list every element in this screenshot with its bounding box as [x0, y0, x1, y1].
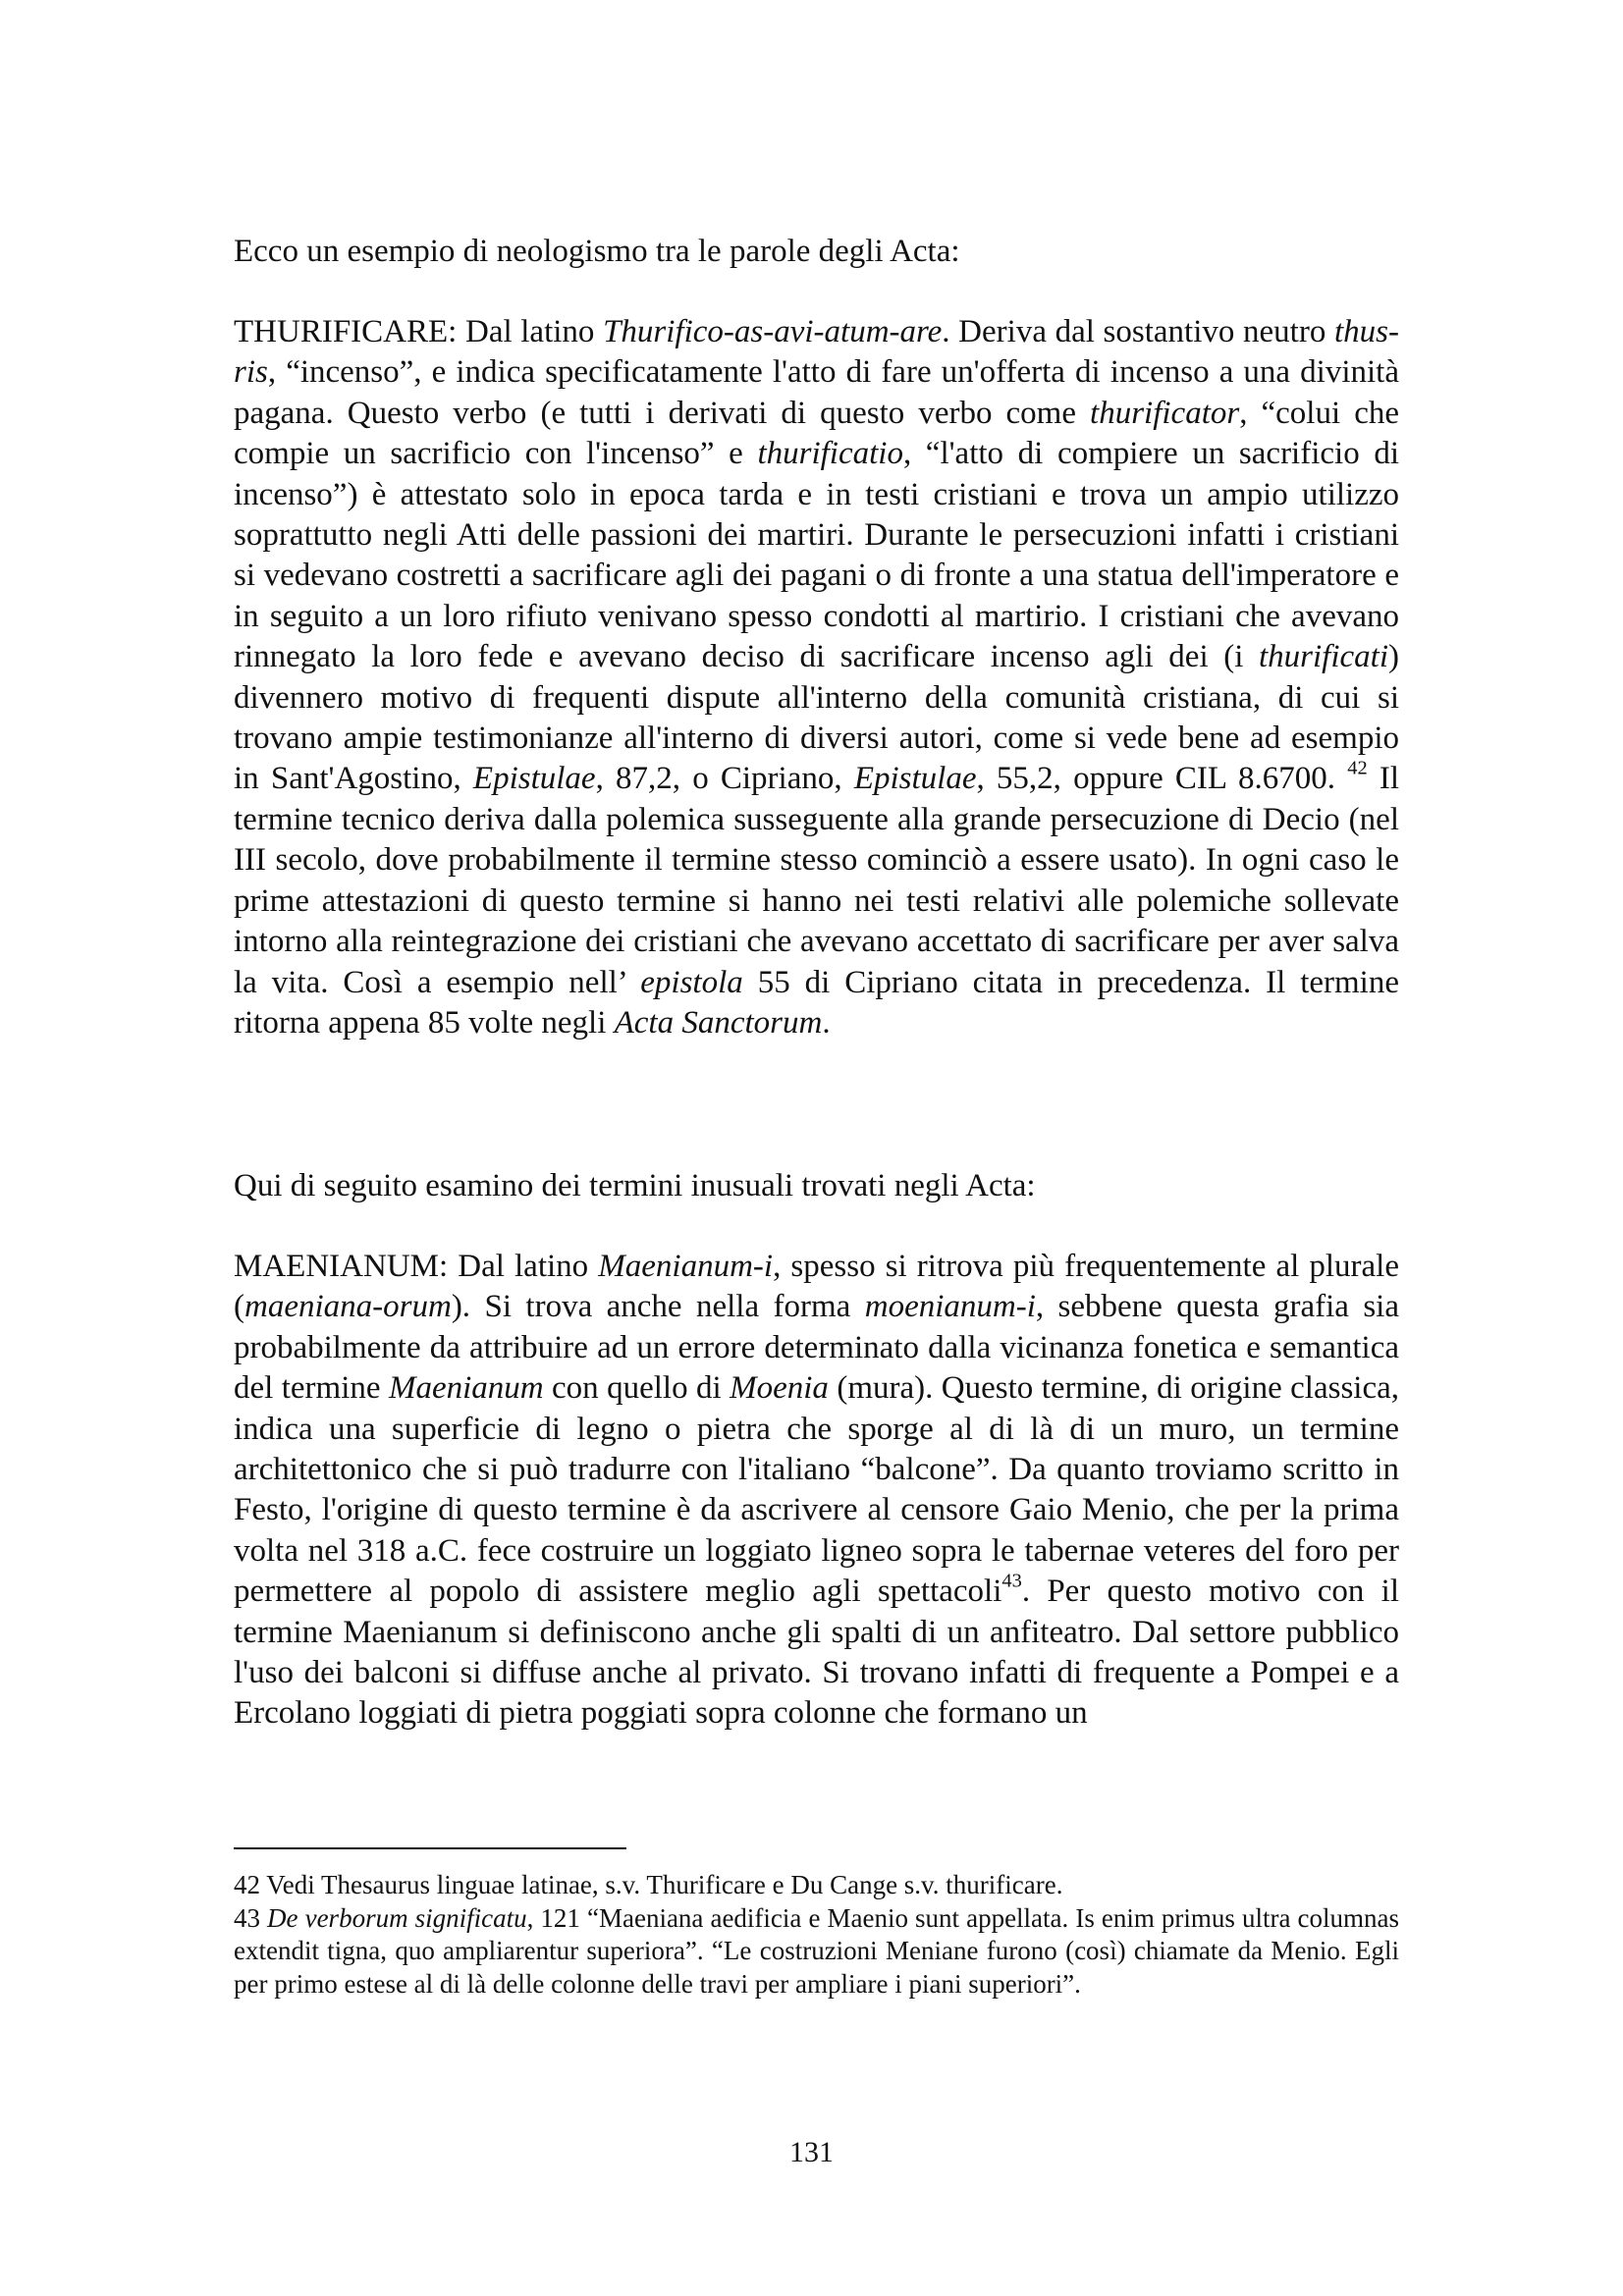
footnote-italic: De verborum significatu — [260, 1902, 527, 1933]
text-run: 55 di Cipriano citata in precedenza. Il termine ritorna appena 85 volte negli — [234, 964, 1399, 1041]
text-run: , sebbene questa grafia sia probabilmente da attribuire ad un errore determinato dalla vicinanza fonetica e semantica del termine — [234, 1289, 1399, 1407]
text-run: Dal latino — [457, 314, 604, 349]
footnote-42 — [234, 1869, 1399, 1902]
italic-run: thurificatio — [757, 436, 903, 472]
italic-run: Epistulae — [853, 761, 977, 797]
italic-run: thurificator — [1090, 395, 1240, 431]
text-run: , 87,2, o Cipriano, — [595, 761, 854, 797]
italic-run: epistola — [640, 964, 743, 1000]
italic-run: Maenianum-i — [598, 1249, 774, 1284]
entry-maenianum — [234, 1247, 1399, 1735]
text-run: , “incenso”, e indica specificatamente l'atto di fare un'offerta di incenso a una divinità pagana. Questo verbo (e tutti i derivati di questo verbo come — [234, 354, 1399, 431]
text-run: (mura). Questo termine, di origine classica, indica una superficie di legno o pietra che sporge al di là di un muro, un termine architettonico che si può tradurre con l'italiano “balcone”. Da quanto troviamo scritto in Festo, l'origine di questo termine è da ascrivere al censore Gaio Menio, che per la prima volta nel 318 a.C. fece costruire un loggiato ligneo sopra le tabernae veteres del foro per permettere al popolo di assistere meglio agli spettacoli — [234, 1370, 1399, 1610]
italic-run: Epistulae — [472, 761, 596, 797]
italic-run: maeniana-orum — [244, 1289, 452, 1325]
text-run: , “l'atto di compiere un sacrificio di incenso”) è attestato solo in epoca tarda e in testi cristiani e trova un ampio utilizzo soprattutto negli Atti delle passioni dei martiri. Durante le persecuzioni infatti i cristiani si vedevano costretti a sacrificare agli dei pagani o di fronte a una statua dell'imperatore e in seguito a un loro rifiuto venivano spesso condotti al martirio. I cristiani che avevano rinnegato la loro fede e avevano deciso di sacrificare incenso agli dei (i — [234, 436, 1399, 675]
text-run: , spesso si ritrova più frequentemente al plurale ( — [234, 1249, 1399, 1325]
footnotes — [234, 1869, 1399, 2001]
italic-run: Maenianum — [388, 1370, 544, 1407]
footnote-number: 43 — [234, 1902, 260, 1933]
text-run: con quello di — [543, 1370, 730, 1407]
text-run: , 55,2, oppure CIL 8.6700. — [976, 761, 1348, 797]
footnote-separator — [234, 1847, 626, 1849]
text-run: . — [822, 1004, 831, 1041]
footnote-text: Vedi Thesaurus linguae latinae, s.v. Thurificare e Du Cange s.v. thurificare. — [260, 1870, 1063, 1899]
text-run: . Per questo motivo con il termine Maenianum si definiscono anche gli spalti di un anfiteatro. Dal settore pubblico l'uso dei balconi si diffuse anche al privato. Si trovano infatti di frequente a Pompei e a Ercolano loggiati di pietra poggiati sopra colonne che formano un — [234, 1574, 1399, 1732]
text-run: Il termine tecnico deriva dalla polemica susseguente alla grande persecuzione di Decio (nel III secolo, dove probabilmente il termine stesso cominciò a essere usato). In ogni caso le prime attestazioni di questo termine si hanno nei testi relativi alle polemiche sollevate intorno alla reintegrazione dei cristiani che avevano accettato di sacrificare per aver salva la vita. Così a esempio nell’ — [234, 761, 1399, 1000]
entry-term: THURIFICARE: — [234, 314, 458, 349]
footnote-text: , 121 “Maeniana aedificia e Maenio sunt appellata. Is enim primus ultra columnas extendit tigna, quo ampliarentur superiora”. “Le costruzioni Meniane furono (così) chiamate da Menio. Egli per primo estese al di là delle colonne delle travi per ampliare i piani superiori”. — [234, 1902, 1399, 1999]
italic-run: Acta Sanctorum — [614, 1004, 823, 1041]
italic-run: thus-ris — [234, 314, 1399, 391]
text-run: ) divennero motivo di frequenti dispute all'interno della comunità cristiana, di cui si trovano ampie testimonianze all'interno di diversi autori, come si vede bene ad esempio in Sant'Agostino, — [234, 639, 1399, 797]
italic-run: thurificati — [1259, 639, 1388, 675]
section-sentence: Qui di seguito esamino dei termini inusuali trovati negli Acta: — [234, 1168, 1036, 1203]
footnote-ref-43[interactable]: 43 — [1001, 1570, 1022, 1592]
text-run: ). Si trova anche nella forma — [451, 1289, 865, 1325]
text-run: Dal latino — [448, 1249, 599, 1284]
footnote-number: 42 — [234, 1870, 260, 1899]
italic-run: Thurifico-as-avi-atum-are — [603, 314, 943, 349]
footnote-ref-42[interactable]: 42 — [1347, 758, 1368, 780]
intro-sentence: Ecco un esempio di neologismo tra le parole degli Acta: — [234, 234, 960, 269]
entry-thurificare — [234, 312, 1399, 1043]
page-number: 131 — [789, 2136, 834, 2168]
text-run: . Deriva dal sostantivo neutro — [942, 314, 1334, 349]
entry-term: MAENIANUM: — [234, 1249, 449, 1284]
italic-run: moenianum-i — [864, 1289, 1036, 1325]
text-run: , “colui che compie un sacrificio con l'incenso” e — [234, 395, 1399, 472]
italic-run: Moenia — [730, 1370, 829, 1407]
footnote-43 — [234, 1902, 1399, 2002]
